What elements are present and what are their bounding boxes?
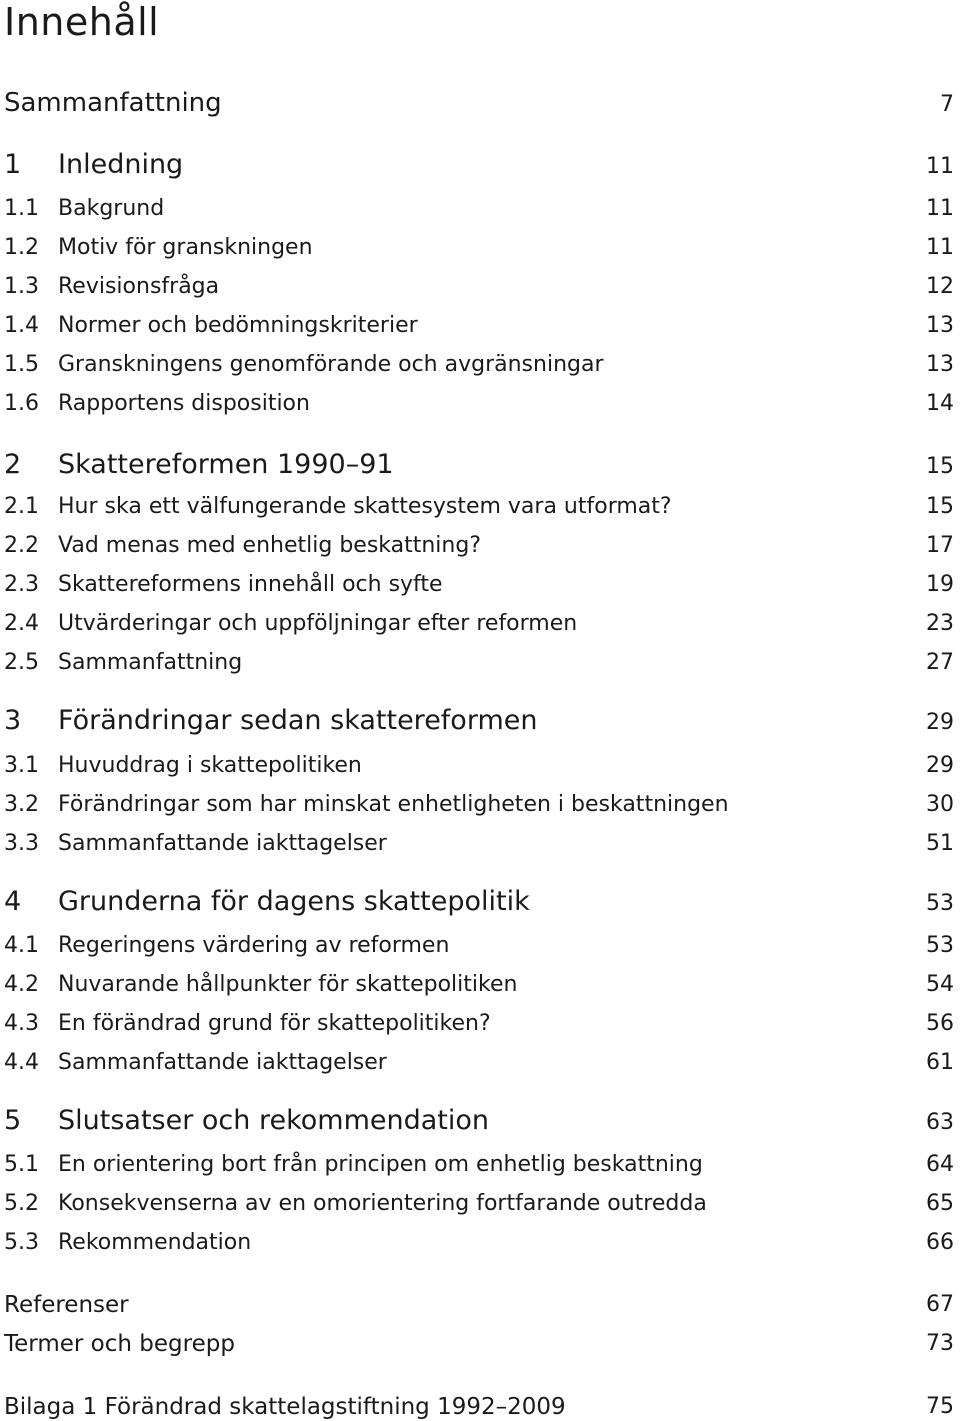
toc-page-number: 63 [926,1110,954,1135]
toc-section-entry[interactable] [0,1187,960,1217]
toc-section-entry[interactable] [0,387,960,417]
toc-section-entry[interactable] [0,929,960,959]
toc-chapter-entry[interactable] [0,887,960,917]
toc-number: 1.2 [4,235,39,260]
toc-title: Förändringar sedan skattereformen [58,705,538,736]
toc-page-number: 15 [926,454,954,479]
toc-appendix-entry[interactable] [0,1390,960,1420]
toc-title: En orientering bort från principen om enhetlig beskattning [58,1152,703,1177]
toc-chapter-entry[interactable] [0,1106,960,1136]
toc-title: Skattereformen 1990–91 [58,449,394,480]
toc-page-number: 56 [926,1011,954,1036]
toc-page-number: 54 [926,972,954,997]
toc-page-number: 51 [926,831,954,856]
toc-number: 2 [4,449,22,480]
toc-number: 5 [4,1105,22,1136]
toc-page-number: 27 [926,650,954,675]
toc-title: Rekommendation [58,1230,252,1255]
toc-number: 2.5 [4,650,39,675]
toc-page-number: 29 [926,753,954,778]
toc-number: 1.6 [4,391,39,416]
toc-title: Nuvarande hållpunkter för skattepolitiken [58,972,518,997]
toc-title: Huvuddrag i skattepolitiken [58,753,362,778]
toc-number: 5.3 [4,1230,39,1255]
toc-number: 5.2 [4,1191,39,1216]
toc-title: En förändrad grund för skattepolitiken? [58,1011,491,1036]
toc-number: 4.3 [4,1011,39,1036]
toc-title: Hur ska ett välfungerande skattesystem vara utformat? [58,494,672,519]
toc-chapter-entry[interactable] [0,706,960,736]
toc-page-number: 75 [926,1394,954,1419]
toc-back-entry[interactable] [0,1288,960,1318]
toc-section-entry[interactable] [0,788,960,818]
toc-title: Utvärderingar och uppföljningar efter reformen [58,611,578,636]
toc-section-entry[interactable] [0,1148,960,1178]
toc-page-number: 64 [926,1152,954,1177]
toc-section-entry[interactable] [0,646,960,676]
toc-section-entry[interactable] [0,309,960,339]
toc-title: Sammanfattning [4,88,222,118]
page-title: Innehåll [4,0,160,44]
toc-number: 2.3 [4,572,39,597]
toc-page-number: 13 [926,313,954,338]
toc-page-number: 53 [926,891,954,916]
toc-page-number: 65 [926,1191,954,1216]
toc-page-number: 53 [926,933,954,958]
toc-number: 5.1 [4,1152,39,1177]
toc-number: 2.1 [4,494,39,519]
toc-section-entry[interactable] [0,968,960,998]
toc-title: Vad menas med enhetlig beskattning? [58,533,482,558]
toc-number: 3.2 [4,792,39,817]
toc-section-entry[interactable] [0,348,960,378]
toc-page-number: 11 [926,235,954,260]
toc-page-number: 15 [926,494,954,519]
toc-page-number: 13 [926,352,954,377]
toc-section-entry[interactable] [0,231,960,261]
toc-back-entry[interactable] [0,1327,960,1357]
toc-page-number: 73 [926,1331,954,1356]
toc-section-entry[interactable] [0,607,960,637]
toc-number: 1.3 [4,274,39,299]
toc-page-number: 14 [926,391,954,416]
toc-section-entry[interactable] [0,1046,960,1076]
toc-title: Normer och bedömningskriterier [58,313,418,338]
toc-title: Referenser [4,1292,129,1318]
toc-section-entry[interactable] [0,490,960,520]
toc-title: Grunderna för dagens skattepolitik [58,886,530,917]
toc-page-number: 23 [926,611,954,636]
toc-page-number: 30 [926,792,954,817]
toc-number: 1.5 [4,352,39,377]
toc-number: 1 [4,149,22,180]
toc-number: 3 [4,705,22,736]
toc-page-number: 61 [926,1050,954,1075]
toc-section-entry[interactable] [0,1007,960,1037]
toc-title: Sammanfattning [58,650,243,675]
toc-chapter-entry[interactable] [0,150,960,180]
toc-chapter-entry[interactable] [0,450,960,480]
toc-section-entry[interactable] [0,192,960,222]
toc-number: 2.2 [4,533,39,558]
toc-page-number: 29 [926,710,954,735]
toc-front-entry[interactable] [0,88,960,118]
toc-number: 4.4 [4,1050,39,1075]
toc-page-number: 67 [926,1292,954,1317]
toc-section-entry[interactable] [0,529,960,559]
toc-title: Sammanfattande iakttagelser [58,1050,387,1075]
toc-page-number: 12 [926,274,954,299]
toc-title: Granskningens genomförande och avgränsningar [58,352,604,377]
toc-section-entry[interactable] [0,568,960,598]
toc-section-entry[interactable] [0,1226,960,1256]
toc-number: 4.2 [4,972,39,997]
toc-section-entry[interactable] [0,749,960,779]
toc-number: 1.4 [4,313,39,338]
toc-title: Bakgrund [58,196,165,221]
toc-page-number: 11 [926,154,954,179]
toc-section-entry[interactable] [0,270,960,300]
toc-title: Inledning [58,149,184,180]
toc-number: 4.1 [4,933,39,958]
toc-page-number: 11 [926,196,954,221]
toc-title: Sammanfattande iakttagelser [58,831,387,856]
toc-title: Förändringar som har minskat enhetligheten i beskattningen [58,792,729,817]
toc-number: 3.3 [4,831,39,856]
toc-title: Termer och begrepp [4,1331,235,1357]
toc-page-number: 66 [926,1230,954,1255]
toc-title: Bilaga 1 Förändrad skattelagstiftning 1992–2009 [4,1394,566,1420]
toc-title: Rapportens disposition [58,391,310,416]
toc-number: 2.4 [4,611,39,636]
toc-page-number: 17 [926,533,954,558]
toc-title: Regeringens värdering av reformen [58,933,450,958]
toc-title: Slutsatser och rekommendation [58,1105,489,1136]
toc-section-entry[interactable] [0,827,960,857]
toc-number: 3.1 [4,753,39,778]
toc-page-number: 7 [940,92,954,117]
toc-title: Revisionsfråga [58,274,220,299]
toc-title: Konsekvenserna av en omorientering fortfarande outredda [58,1191,707,1216]
toc-number: 1.1 [4,196,39,221]
toc-page-number: 19 [926,572,954,597]
toc-number: 4 [4,886,22,917]
toc-title: Skattereformens innehåll och syfte [58,572,443,597]
toc-title: Motiv för granskningen [58,235,313,260]
